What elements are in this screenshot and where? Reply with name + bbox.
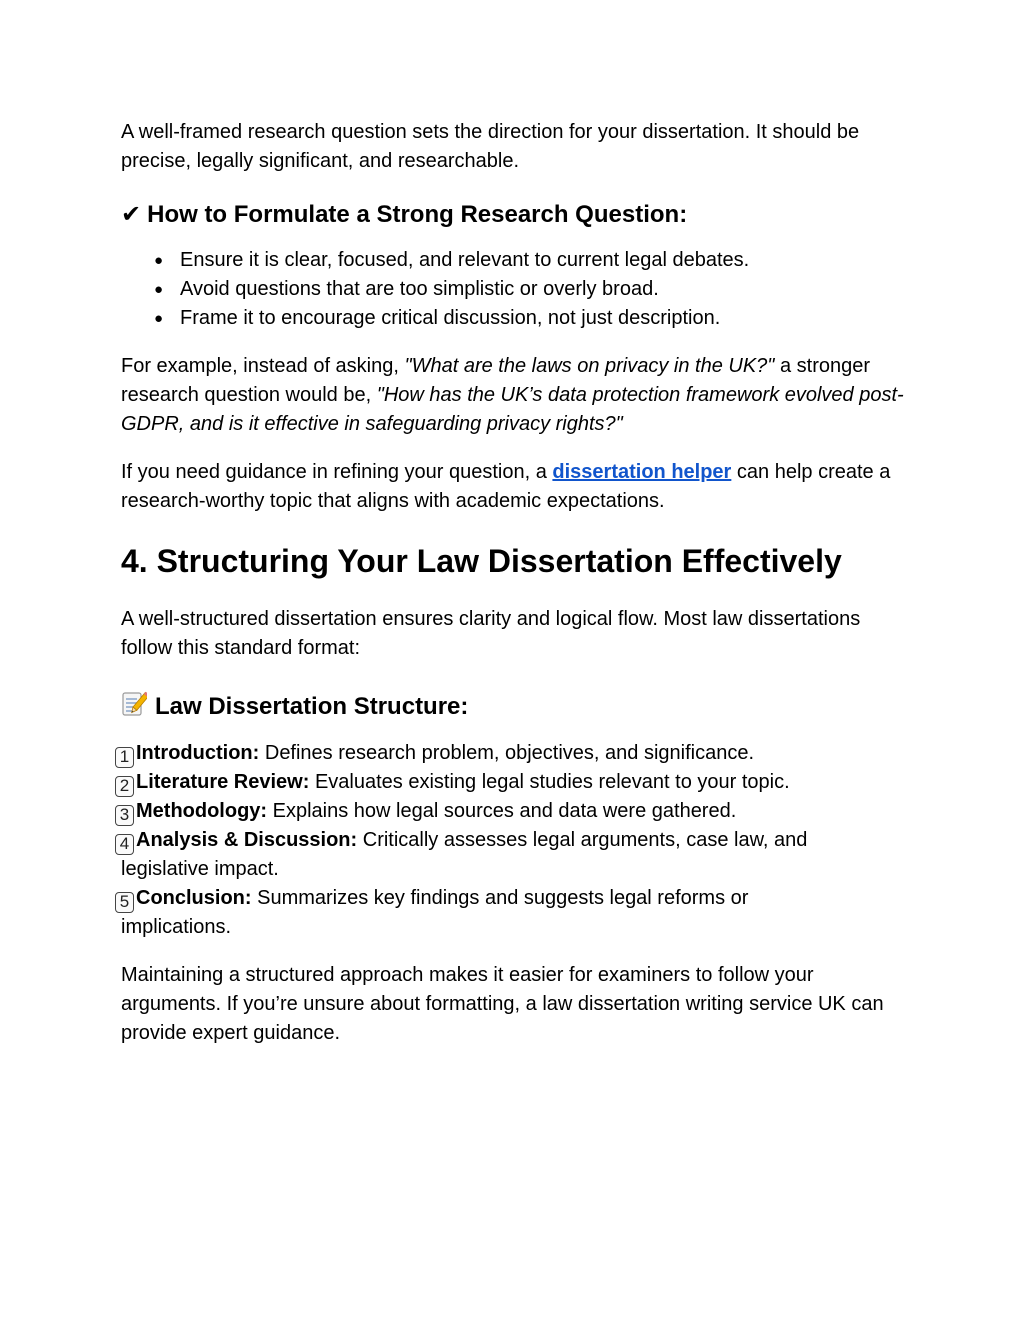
guidance-lead: If you need guidance in refining your question, a [121, 461, 553, 483]
structure-step [115, 739, 911, 768]
example-middle: a stronger research question would be, [121, 355, 871, 406]
closing-paragraph: Maintaining a structured approach makes it easier for examiners to follow your arguments. If you’re unsure about formatting, a law dissertation writing service UK can provide expert guidance. [121, 964, 884, 1044]
example-weak-question: "What are the laws on privacy in the UK?" [404, 355, 775, 377]
step-continuation: legislative impact. [121, 858, 279, 880]
keycap-number-icon: 4 [115, 834, 134, 855]
step-text: Summarizes key findings and suggests legal reforms or [251, 887, 749, 909]
document-page [121, 118, 911, 1048]
step-text: Explains how legal sources and data were gathered. [267, 800, 737, 822]
keycap-number-icon: 3 [115, 805, 134, 826]
keycap-number-icon: 5 [115, 892, 134, 913]
guidance-paragraph [121, 458, 911, 516]
keycap-number-icon: 1 [115, 747, 134, 768]
memo-icon [121, 690, 147, 718]
structure-step [115, 768, 911, 797]
structure-intro-paragraph: A well-structured dissertation ensures clarity and logical flow. Most law dissertations follow this standard format: [121, 608, 861, 659]
section-heading: 4. Structuring Your Law Dissertation Effectively [121, 543, 842, 579]
keycap-number-icon: 2 [115, 776, 134, 797]
structure-heading [121, 690, 911, 722]
check-mark-icon: ✔ [121, 201, 142, 228]
step-text: Defines research problem, objectives, and significance. [259, 742, 755, 764]
structure-step [115, 826, 911, 855]
structure-step [115, 797, 911, 826]
dissertation-helper-link[interactable]: dissertation helper [552, 461, 732, 483]
structure-step [115, 884, 911, 913]
list-item: ● Frame it to encourage critical discussion, not just description. [154, 304, 911, 333]
list-item: ● Ensure it is clear, focused, and relevant to current legal debates. [154, 246, 911, 275]
step-title: Analysis & Discussion: [136, 829, 358, 851]
step-text: Evaluates existing legal studies relevant to your topic. [309, 771, 790, 793]
example-strong-question: "How has the UK’s data protection framework evolved post-GDPR, and is it effective in safeguarding privacy rights?" [121, 384, 904, 435]
list-item: ● Avoid questions that are too simplistic or overly broad. [154, 275, 911, 304]
step-title: Literature Review: [136, 771, 310, 793]
structure-heading-text: Law Dissertation Structure: [155, 693, 469, 720]
guidance-tail: can help create a research-worthy topic that aligns with academic expectations. [121, 461, 891, 512]
step-title: Introduction: [136, 742, 260, 764]
step-title: Conclusion: [136, 887, 252, 909]
example-lead: For example, instead of asking, [121, 355, 405, 377]
step-continuation: implications. [121, 916, 232, 938]
structure-steps-list [115, 739, 911, 942]
step-title: Methodology: [136, 800, 268, 822]
research-question-tips-list [121, 246, 911, 333]
step-text: Critically assesses legal arguments, case law, and [357, 829, 808, 851]
research-question-heading-text: How to Formulate a Strong Research Question: [147, 201, 688, 228]
intro-paragraph: A well-framed research question sets the direction for your dissertation. It should be precise, legally significant, and researchable. [121, 121, 860, 172]
research-question-heading [121, 200, 911, 230]
example-paragraph [121, 352, 911, 439]
